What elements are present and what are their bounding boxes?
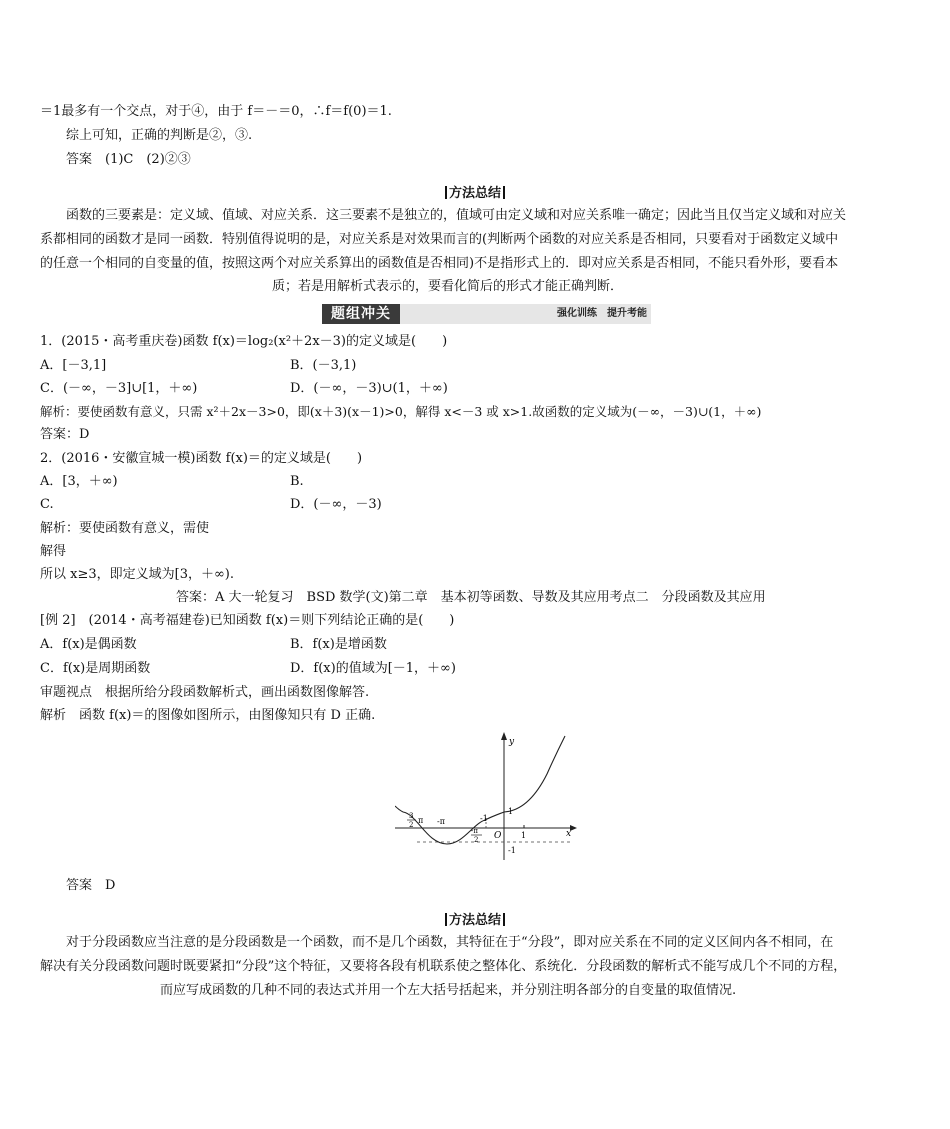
answer-line: 答案：D [40, 427, 90, 442]
analysis-line: 解析：要使函数有意义，只需 x²＋2x－3>0，即(x＋3)(x－1)>0，解得 x<－3 或 x>1.故函数的定义域为(－∞，－3)∪(1，＋∞) [40, 404, 762, 419]
option-c: C. [40, 497, 54, 512]
method-summary-line: 而应写成函数的几种不同的表达式并用一个左大括号括起来，并分别注明各部分的自变量的取值情况. [160, 983, 737, 998]
function-graph [395, 732, 580, 860]
analysis-line: 解析 函数 f(x)＝的图像如图所示，由图像知只有 D 正确. [40, 708, 376, 723]
question-stem: 2．(2016・安徽宣城一模)函数 f(x)＝的定义域是( ) [40, 451, 363, 466]
section-subtitle: 强化训练 提升考能 [557, 308, 647, 319]
answer-line: 答案：A 大一轮复习 BSD 数学(文)第二章 基本初等函数、导数及其应用考点二 分段函数及其应用 [176, 590, 766, 605]
text-line: ＝1最多有一个交点，对于④，由于 f＝－＝0，∴f＝f(0)＝1. [40, 104, 392, 119]
answer-line: 答案 D [66, 878, 116, 893]
option-c: C．f(x)是周期函数 [40, 661, 151, 676]
y-axis-label: y [509, 737, 515, 747]
option-a: A．[3，＋∞) [40, 474, 118, 489]
y-axis-arrow [501, 732, 507, 740]
tick-label-x-neg1: -1 [480, 814, 488, 823]
frac-pi-a: π [418, 816, 424, 825]
frac-three: 3 [409, 812, 414, 820]
analysis-line: 解析：要使函数有意义，需使 [40, 521, 210, 536]
tick-label-y-1: 1 [508, 807, 514, 816]
analysis-line: 所以 x≥3，即定义域为[3，＋∞). [40, 567, 235, 582]
frac-neg-pi: -π [471, 827, 478, 835]
example-stem: [例 2] (2014・高考福建卷)已知函数 f(x)＝则下列结论正确的是( ) [40, 613, 455, 628]
option-b: B. [290, 474, 304, 489]
section-title: 题组冲关 [322, 304, 400, 324]
option-b: B．(－3,1) [290, 358, 357, 373]
method-summary-line: 质；若是用解析式表示的，要看化简后的形式才能正确判断． [272, 279, 624, 294]
cos-branch-left [395, 806, 403, 812]
question-stem: 1．(2015・高考重庆卷)函数 f(x)＝log₂(x²＋2x－3)的定义域是( ) [40, 334, 448, 349]
option-d: D．f(x)的值域为[－1，＋∞) [290, 661, 456, 676]
method-summary-line: 系都相同的函数才是同一函数．特别值得说明的是，对应关系是对效果而言的(判断两个函数的对应关系是否相同，只要看对于函数定义域中 [40, 232, 839, 247]
method-summary-header [0, 182, 950, 201]
method-summary-line: 解决有关分段函数问题时既要紧扣“分段”这个特征，又要将各段有机联系使之整体化、系统化．分段函数的解析式不能写成几个不同的方程， [40, 959, 847, 974]
frac-two-b: 2 [474, 836, 479, 844]
text-line: 综上可知，正确的判断是②，③. [66, 128, 253, 143]
method-summary-title: 方法总结 [448, 186, 501, 201]
x-axis-label: x [566, 829, 572, 839]
option-d: D．(－∞，－3) [290, 497, 382, 512]
answer-line: 答案 (1)C (2)②③ [66, 152, 191, 167]
option-a: A．f(x)是偶函数 [40, 637, 137, 652]
method-summary-line: 对于分段函数应当注意的是分段函数是一个函数，而不是几个函数，其特征在于“分段”，即对应关系在不同的定义区间内各不相同，在 [66, 935, 834, 950]
method-summary-line: 的任意一个相同的自变量的值，按照这两个对应关系算出的函数值是否相同)不是指形式上的．即对应关系是否相同，不能只看外形，要看本 [40, 256, 839, 271]
origin-label: O [494, 831, 502, 841]
option-c: C．(－∞，－3]∪[1，＋∞) [40, 381, 198, 396]
method-summary-line: 函数的三要素是：定义域、值域、对应关系．这三要素不是独立的，值域可由定义域和对应关系唯一确定；因此当且仅当定义域和对应关 [66, 208, 847, 223]
method-summary-header [0, 909, 950, 928]
parabola-branch [504, 736, 565, 812]
frac-two-a: 2 [409, 821, 414, 829]
option-b: B．f(x)是增函数 [290, 637, 387, 652]
tick-label-neg-pi: -π [437, 817, 445, 826]
option-a: A．[－3,1] [40, 358, 107, 373]
tick-label-x-1: 1 [521, 831, 527, 840]
view-line: 审题视点 根据所给分段函数解析式，画出函数图像解答. [40, 685, 370, 700]
option-d: D．(－∞，－3)∪(1，＋∞) [290, 381, 448, 396]
analysis-line: 解得 [40, 544, 67, 559]
method-summary-title: 方法总结 [448, 913, 501, 928]
tick-label-y-neg1: -1 [508, 846, 516, 855]
